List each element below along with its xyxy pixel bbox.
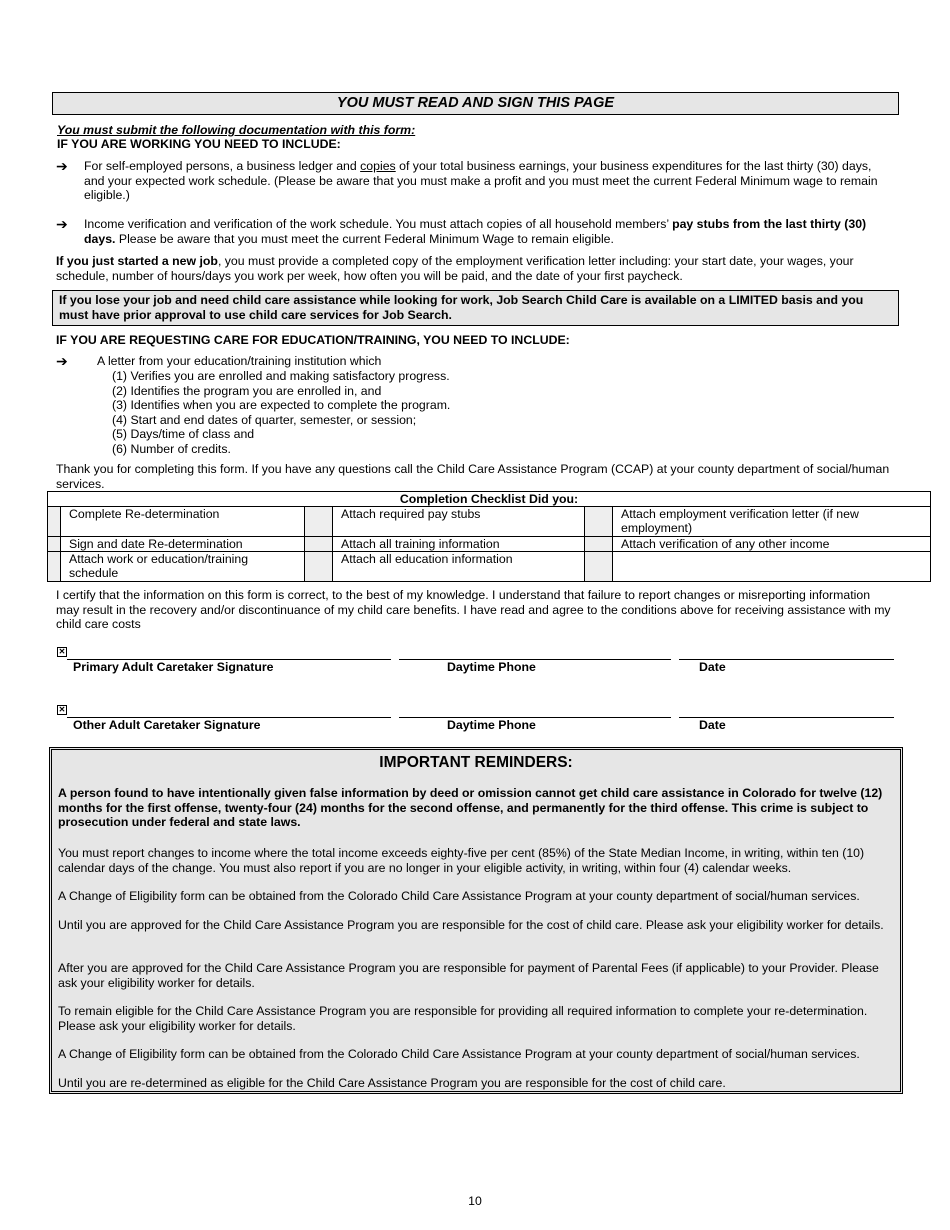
certification-text: I certify that the information on this form is correct, to the best of my knowledge. I understand that failure to report changes or misreporting information may result in the recovery and/or discontinuance of my child care benefits. I have read and agree to the conditions above for receiving assistance with my child care costs bbox=[56, 588, 891, 631]
reminders-heading: IMPORTANT REMINDERS: bbox=[379, 754, 573, 771]
checklist-item: Attach verification of any other income bbox=[613, 537, 931, 552]
education-heading: IF YOU ARE REQUESTING CARE FOR EDUCATION/TRAINING, YOU NEED TO INCLUDE: bbox=[56, 333, 570, 347]
new-job-paragraph: If you just started a new job, you must provide a completed copy of the employment verification letter including: your start date, your wages, your schedule, number of hours/days you work per week, how often you will be paid, and the date of your first paycheck. bbox=[56, 254, 854, 283]
thank-you-text: Thank you for completing this form. If you have any questions call the Child Care Assistance Program (CCAP) at your county department of social/human services. bbox=[56, 462, 890, 491]
reminder-paragraph: Until you are re-determined as eligible for the Child Care Assistance Program you are responsible for the cost of child care. bbox=[58, 1076, 726, 1090]
arrow-icon: ➔ bbox=[56, 216, 68, 232]
checkbox[interactable] bbox=[305, 537, 333, 552]
checklist-header: Completion Checklist Did you: bbox=[48, 492, 931, 507]
checklist-item: Attach all education information bbox=[333, 552, 585, 582]
arrow-icon: ➔ bbox=[56, 158, 68, 174]
other-phone-label: Daytime Phone bbox=[447, 718, 536, 732]
checklist-item: Complete Re-determination bbox=[61, 507, 305, 537]
signature-mark-icon: ✕ bbox=[58, 705, 66, 714]
other-signature-label: Other Adult Caretaker Signature bbox=[73, 718, 261, 732]
primary-date-label: Date bbox=[699, 660, 726, 674]
signature-mark-icon: ✕ bbox=[58, 647, 66, 656]
education-item: (2) Identifies the program you are enrolled in, and bbox=[112, 383, 382, 398]
checklist-item: Attach employment verification letter (if new employment) bbox=[613, 507, 931, 537]
reminder-paragraph: After you are approved for the Child Care Assistance Program you are responsible for payment of Parental Fees (if applicable) to your Provider. Please ask your eligibility worker for details. bbox=[58, 961, 879, 990]
checkbox[interactable] bbox=[585, 537, 613, 552]
income-verification-bullet: Income verification and verification of the work schedule. You must attach copies of all household members’ pay stubs from the last thirty (30) days. Please be aware that you must meet the current Federal Minimum Wage to remain eligible. bbox=[84, 217, 867, 246]
reminder-paragraph: A Change of Eligibility form can be obtained from the Colorado Child Care Assistance Program at your county department of social/human services. bbox=[58, 889, 860, 903]
checklist-row bbox=[48, 537, 931, 552]
completion-checklist bbox=[47, 491, 931, 582]
checkbox[interactable] bbox=[585, 507, 613, 537]
primary-phone-label: Daytime Phone bbox=[447, 660, 536, 674]
checklist-row bbox=[48, 552, 931, 582]
job-search-notice: If you lose your job and need child care assistance while looking for work, Job Search Child Care is available on a LIMITED basis and you must have prior approval to use child care services for Job Search. bbox=[52, 290, 899, 326]
checkbox[interactable] bbox=[48, 552, 61, 582]
reminder-paragraph: To remain eligible for the Child Care Assistance Program you are responsible for providing all required information to complete your re-determination. Please ask your eligibility worker for details. bbox=[58, 1004, 868, 1033]
checkbox[interactable] bbox=[305, 507, 333, 537]
other-date-label: Date bbox=[699, 718, 726, 732]
education-item: (1) Verifies you are enrolled and making satisfactory progress. bbox=[112, 369, 450, 383]
checklist-item bbox=[613, 552, 931, 582]
page-title: YOU MUST READ AND SIGN THIS PAGE bbox=[52, 92, 899, 115]
important-reminders-box bbox=[49, 747, 903, 1094]
reminder-paragraph: You must report changes to income where the total income exceeds eighty-five per cent (85%) of the State Median Income, in writing, within ten (10) calendar days of the change. You must also report if you are no longer in your eligible activity, in writing, within four (4) calendar weeks. bbox=[58, 846, 865, 875]
false-information-warning: A person found to have intentionally given false information by deed or omission cannot get child care assistance in Colorado for twelve (12) months for the first offense, twenty-four (24) months for the second offense, and permanently for the third offense. This crime is subject to prosecution under federal and state laws. bbox=[58, 786, 883, 829]
checklist-item: Attach work or education/training schedule bbox=[61, 552, 305, 582]
checklist-row bbox=[48, 507, 931, 537]
checkbox[interactable] bbox=[48, 537, 61, 552]
arrow-icon: ➔ bbox=[56, 353, 68, 369]
reminder-paragraph: Until you are approved for the Child Care Assistance Program you are responsible for the cost of child care. Please ask your eligibility worker for details. bbox=[58, 918, 884, 932]
checkbox[interactable] bbox=[48, 507, 61, 537]
page-number: 10 bbox=[468, 1194, 482, 1208]
checkbox[interactable] bbox=[585, 552, 613, 582]
submit-heading: You must submit the following documentation with this form: bbox=[57, 123, 416, 137]
checkbox[interactable] bbox=[305, 552, 333, 582]
education-item: (5) Days/time of class and bbox=[112, 427, 255, 441]
working-heading: IF YOU ARE WORKING YOU NEED TO INCLUDE: bbox=[57, 137, 341, 151]
self-employed-bullet: For self-employed persons, a business ledger and copies of your total business earnings, your business expenditures for the last thirty (30) days, and your expected work schedule. (Please be aware that you must make a profit and you must meet the current Federal Minimum wage to remain eligible.) bbox=[84, 159, 878, 202]
checklist-item: Sign and date Re-determination bbox=[61, 537, 305, 552]
checklist-item: Attach required pay stubs bbox=[333, 507, 585, 537]
reminder-paragraph: A Change of Eligibility form can be obtained from the Colorado Child Care Assistance Program at your county department of social/human services. bbox=[58, 1047, 860, 1061]
education-item: (4) Start and end dates of quarter, semester, or session; bbox=[112, 412, 417, 427]
education-intro: A letter from your education/training institution which bbox=[97, 354, 382, 368]
primary-signature-label: Primary Adult Caretaker Signature bbox=[73, 660, 274, 674]
education-item: (3) Identifies when you are expected to complete the program. bbox=[112, 398, 451, 412]
education-item: (6) Number of credits. bbox=[112, 441, 231, 456]
education-items bbox=[112, 369, 450, 456]
checklist-item: Attach all training information bbox=[333, 537, 585, 552]
